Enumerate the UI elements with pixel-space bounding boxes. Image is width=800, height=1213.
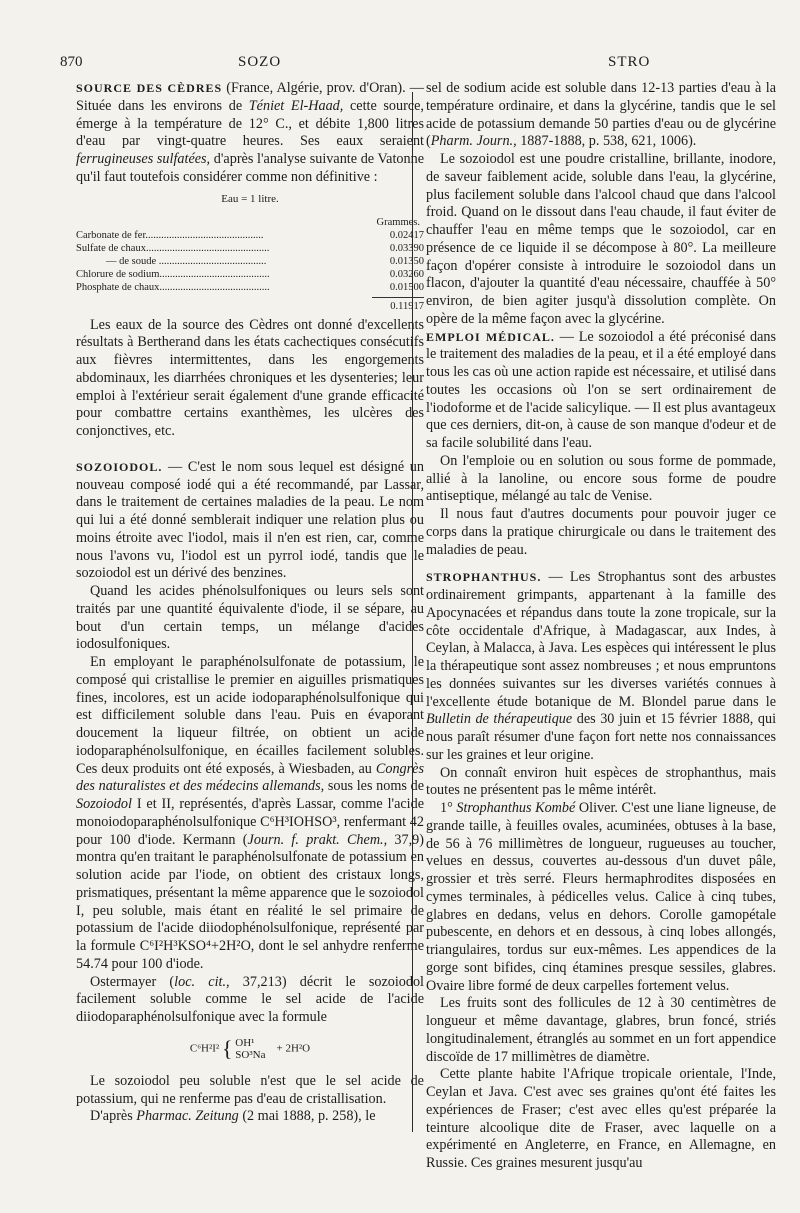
paragraph: Les fruits sont des follicules de 12 à 30 centimètres de longueur et même davantage, glabres, brun foncé, striés longitudinalement, étranglés au sommet en un fort appendice discoïde de 17 millimètres de diamètre. xyxy=(426,995,776,1065)
entry-sozoiodol: SOZOIODOL. — C'est le nom sous lequel est désigné un nouveau composé iodé qui a été recommandé, par Lassar, dans le traitement de certaines maladies de la peau. Le nom qui lui a été donné semblerait indiquer une relation plus ou moins étroite avec l'iodol, mais il n'en est rien, car, comme nous l'avons vu, l'iodol est un pyrrol iodé, tandis que le sozoiodol est un dérivé des benzines. xyxy=(76,458,424,582)
table-row: Phosphate de chaux.......................................... 0.01500 xyxy=(76,281,424,293)
analysis-table xyxy=(76,193,424,313)
entry-heading: STROPHANTHUS. xyxy=(426,570,542,585)
running-head-right: STRO xyxy=(608,54,651,70)
paragraph: Il nous faut d'autres documents pour pouvoir juger ce corps dans la pratique chirurgicale ou dans le traitement des maladies de peau. xyxy=(426,506,776,558)
paragraph: Ostermayer (loc. cit., 37,213) décrit le sozoiodol facilement soluble comme le sel acide de l'acide diiodoparaphénolsulfonique avec la formule xyxy=(76,973,424,1025)
entry-heading: SOURCE DES CÈDRES xyxy=(76,81,223,95)
paragraph: Quand les acides phénolsulfoniques ou leurs sels sont traités par une quantité équivalente d'iode, il se sépare, au bout d'un certain temps, un mélange d'acides iodosulfoniques. xyxy=(76,583,424,653)
paragraph: On l'emploie ou en solution ou sous forme de pommade, allié à la lanoline, ou encore sous forme de poudre antiseptique, mélangé au talc de Venise. xyxy=(426,452,776,505)
paragraph: 1° Strophanthus Kombé Oliver. C'est une liane ligneuse, de grande taille, à feuilles ovales, acuminées, obtuses à la base, de 56 à 76 millimètres de longueur, rugueuses au toucher, velues en dessus, couvertes au-dessous d'un duvet pâle, grossier et très serré. Fleurs hermaphrodites disposées en cymes terminales, à pédicelles velus. Calice à cinq tubes, glabres en dedans, velus en dehors. Corolle gamopétale pubescente, en dehors et en dessous, à cinq lobes allongés, triangulaires, tordus sur eux-mêmes. Les appendices de la gorge sont bifides, cinq étamines presque sessiles, glabres. Ovaire libre formé de deux carpelles fortement velus. xyxy=(426,800,776,994)
entry-source-des-cedres: SOURCE DES CÈDRES (France, Algérie, prov. d'Oran). — Située dans les environs de Téniet El-Haad, cette source, émerge à la température de 12° C., et débite 1,800 litres d'eau par vingt-quatre heures. Ses eaux seraient ferrugineuses sulfatées, d'après l'analyse suivante de Vatonne qu'il faut toutefois considérer comme non définitive : xyxy=(76,80,424,185)
table-row: Carbonate de fer............................................. 0.02417 xyxy=(76,229,424,241)
paragraph: Le sozoiodol est une poudre cristalline, brillante, inodore, de saveur faiblement acide, soluble dans l'eau, la glycérine, plus facilement soluble dans l'alcool chaud que dans l'alcool froid. Quand on le dissout dans l'eau chaude, il faut éviter de chauffer l'eau en même temps que le sozoiodol, car en présence de ce liquide il se décompose à 80°. La meilleure façon d'opérer consiste à introduire le sozoiodol dans un flacon, d'ajouter la quantité d'eau nécessaire, chauffée à 50° environ, de bien agiter jusqu'à dissolution complète. On opère de la même façon avec la glycérine. xyxy=(426,151,776,327)
table-row: Sulfate de chaux............................................... 0.03390 xyxy=(76,242,424,254)
right-column xyxy=(426,80,776,1173)
entry-heading: SOZOIODOL. xyxy=(76,459,163,474)
running-head-left: SOZO xyxy=(238,54,282,70)
paragraph: sel de sodium acide est soluble dans 12-13 parties d'eau à la température ordinaire, et dans la glycérine, tandis que le sel acide de potassium demande 50 parties d'eau ou de glycérine (Pharm. Journ., 1887-1888, p. 538, 621, 1006). xyxy=(426,80,776,150)
entry-heading: EMPLOI MÉDICAL. xyxy=(426,329,555,344)
paragraph: D'après Pharmac. Zeitung (2 mai 1888, p. 258), le xyxy=(90,1108,376,1125)
paragraph: Le sozoiodol peu soluble n'est que le sel acide de potassium, qui ne renferme pas d'eau de cristallisation. xyxy=(76,1072,424,1107)
table-row: — de soude ......................................... 0.01350 xyxy=(106,255,424,267)
paragraph: Les eaux de la source des Cèdres ont donné d'excellents résultats à Bertherand dans les états cachectiques consécutifs aux fièvres intermittentes, dans les engorgements abdominaux, les diarrhées chroniques et les dysenteries; leur emploi à l'extérieur serait également d'une grande efficacité pour combattre certains exanthèmes, les ulcères des conjonctives, etc. xyxy=(76,316,424,439)
table-unit: Grammes. xyxy=(376,216,420,228)
paragraph: En employant le paraphénolsulfonate de potassium, le composé qui cristallise le premier en aiguilles prismatiques fines, incolores, est un acide iodoparaphénolsulfonique qui est difficilement soluble dans l'eau. Puis en évaporant doucement la liqueur filtrée, on obtient un acide iodoparaphénolsulfonique, en écailles facilement solubles. Ces deux produits ont été exposés, à Wiesbaden, au Congrès des naturalistes et des médecins allemands, sous les noms de Sozoiodol I et II, représentés, d'après Lassar, comme l'acide monoiodoparaphénolsulfonique C⁶H³IOHSO³, renfermant 42 pour 100 d'iode. Kermann (Journ. f. prakt. Chem., 37,9) montra qu'en traitant le paraphénolsulfonate de potassium en solution acide par l'iode, on obtient des cristaux longs, prismatiques, présentant la même apparence que le sozoiodol I, peu soluble, mais étant en réalité le sel primaire de potassium de l'acide diiodophénolsulfonique, représenté par la formule C⁶I²H³KSO⁴+2H²O, dont le sel anhydre renferme 54.74 pour 100 d'iode. xyxy=(76,654,424,972)
table-caption: Eau = 1 litre. xyxy=(221,192,279,205)
paragraph: Cette plante habite l'Afrique tropicale orientale, l'Inde, Ceylan et Java. C'est avec ses graines qu'ont été faites les expériences de Fraser; c'est avec elles qu'est préparée la teinture alcoolique dite de Fraser, avec laquelle on a expérimenté en Angleterre, en France, en Allemagne, en Russie. Ces graines mesurent jusqu'au xyxy=(426,1066,776,1171)
page-header xyxy=(60,54,740,78)
chemical-formula: C⁶H²I² { OH¹ SO³Na + 2H²O xyxy=(189,1035,311,1061)
page-number: 870 xyxy=(60,54,83,70)
table-total: 0.11917 xyxy=(76,297,424,313)
table-row: Chlorure de sodium.......................................... 0.03260 xyxy=(76,268,424,280)
left-column xyxy=(76,80,424,1126)
entry-strophanthus: STROPHANTHUS. — Les Strophantus sont des arbustes ordinairement grimpants, appartenant à la famille des Apocynacées et répandus dans toute la zone tropicale, sur la côte occidentale d'Afrique, à Madagascar, aux Indes, à Ceylan, à Malacca, à Java. Les espèces qui intéressent le plus la thérapeutique sont assez nombreuses ; et nous empruntons les données suivantes sur les diverses variétés connues à l'excellente étude botanique de M. Blondel parue dans le Bulletin de thérapeutique des 30 juin et 15 février 1888, qui nous paraît résumer d'une façon fort nette nos connaissances sur les graines et leur origine. xyxy=(426,569,777,763)
entry-emploi-medical: EMPLOI MÉDICAL. — Le sozoiodol a été préconisé dans le traitement des maladies de la peau, et il a été employé dans tous les cas où une action rapide est nécessaire, et utilisé dans toutes les occasions où l'on se sert ordinairement de l'iodoforme et de l'acide salicylique. — Il est plus avantageux que ces derniers, dit-on, à cause de son manque d'odeur et de sa facile solubilité dans l'eau. xyxy=(426,328,776,451)
paragraph: On connaît environ huit espèces de strophanthus, mais toutes ne présentent pas le même intérêt. xyxy=(426,764,776,799)
